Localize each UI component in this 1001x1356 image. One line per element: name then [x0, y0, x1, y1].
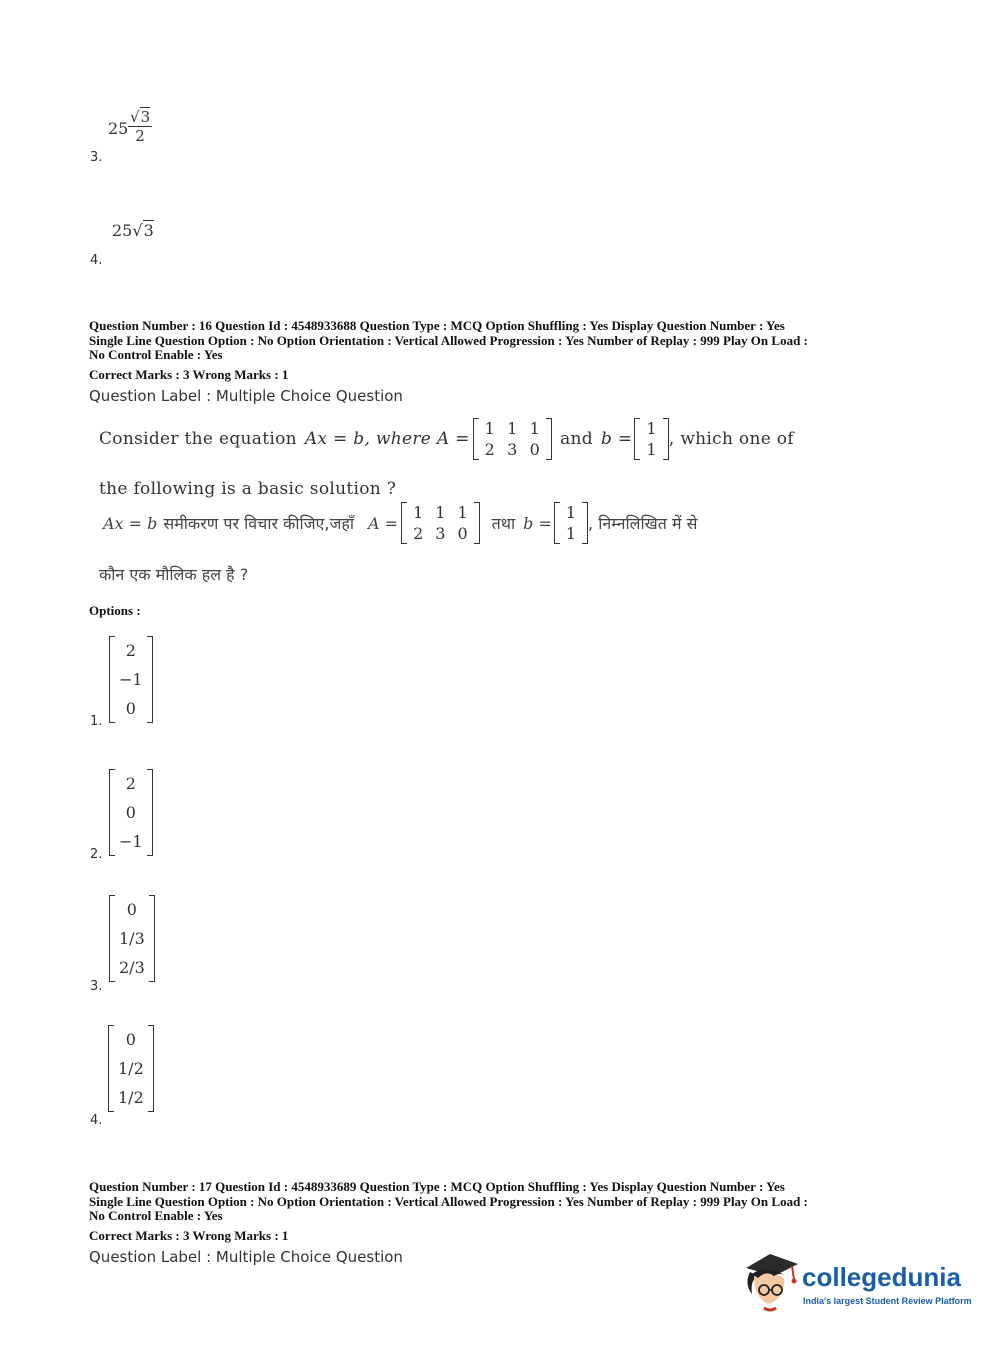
vector-b: 1 1 [634, 418, 668, 460]
q16-hindi-line2: कौन एक मौलिक हल है ? [99, 565, 249, 584]
option-2[interactable] [88, 769, 168, 865]
q17-question-label: Question Label : Multiple Choice Question [89, 1248, 403, 1266]
q17-marks: Correct Marks : 3 Wrong Marks : 1 [89, 1228, 289, 1243]
options-label: Options : [89, 603, 141, 618]
option-1-vector: 2 −1 0 [109, 636, 153, 723]
q16-meta [89, 319, 969, 363]
q16-hi-and: तथा [491, 514, 516, 533]
option-3-fraction: $\frac{√3}{2}$ [130, 108, 151, 145]
option-1-number: 1. [90, 714, 103, 729]
q17-meta-line1: Question Number : 17 Question Id : 4548933689 Question Type : MCQ Option Shuffling : Yes Display Question Number : Yes [89, 1179, 785, 1194]
q16-hi-b: b = [523, 513, 552, 533]
option-3-number: 3. [90, 150, 103, 165]
option-4-number: 4. [90, 253, 103, 268]
q16-english-line2: the following is a basic solution ? [99, 479, 397, 499]
option-1[interactable] [88, 636, 168, 732]
option-4-number: 4. [90, 1113, 103, 1128]
q16-en-and: and [560, 429, 593, 449]
matrix-A-hindi: 1 1 1 2 3 0 [401, 502, 480, 544]
q16-en-suffix: , which one of [668, 429, 794, 449]
q16-question-label: Question Label : Multiple Choice Question [89, 387, 403, 405]
mascot-icon [740, 1250, 802, 1314]
option-3-whole: 25 [108, 119, 129, 138]
matrix-A: 1 1 1 2 3 0 [473, 418, 552, 460]
option-4-value: 25√3 [112, 221, 154, 240]
prev-option-4[interactable] [88, 215, 208, 271]
option-2-vector: 2 0 −1 [109, 769, 153, 856]
logo-name: collegedunia [802, 1262, 961, 1292]
option-3-vector: 0 1/3 2/3 [109, 895, 155, 982]
q17-meta-line3: No Control Enable : Yes [89, 1208, 223, 1223]
q16-marks: Correct Marks : 3 Wrong Marks : 1 [89, 367, 289, 382]
q17-meta-line2: Single Line Question Option : No Option Orientation : Vertical Allowed Progression : Yes Number of Replay : 999 Play On Load : [89, 1193, 808, 1209]
collegedunia-logo [740, 1250, 980, 1320]
q16-en-b: b = [600, 429, 633, 449]
q16-meta-line1: Question Number : 16 Question Id : 4548933688 Question Type : MCQ Option Shuffling : Yes Display Question Number : Yes [89, 318, 785, 333]
q16-en-eq: Ax = b, where A = [304, 429, 470, 449]
q16-english-line1 [99, 418, 794, 460]
option-2-number: 2. [90, 847, 103, 862]
option-3-number: 3. [90, 979, 103, 994]
q16-hi-suffix: , निम्नलिखित में से [588, 514, 698, 533]
q16-hi-prefix: समीकरण पर विचार कीजिए,जहाँ [163, 514, 355, 533]
q16-meta-line3: No Control Enable : Yes [89, 347, 223, 362]
q16-hindi-line1 [103, 502, 697, 544]
vector-b-hindi: 1 1 [554, 502, 588, 544]
option-3[interactable] [88, 895, 168, 997]
q16-hi-eq: Ax = b [103, 513, 158, 533]
logo-tagline: India's largest Student Review Platform [803, 1296, 972, 1306]
q16-meta-line2: Single Line Question Option : No Option Orientation : Vertical Allowed Progression : Yes Number of Replay : 999 Play On Load : [89, 332, 808, 348]
q16-hi-A: A = [368, 513, 399, 533]
option-4[interactable] [88, 1025, 178, 1129]
prev-option-3[interactable] [88, 104, 208, 170]
option-4-vector: 0 1/2 1/2 [108, 1025, 154, 1112]
q17-meta [89, 1180, 969, 1224]
q16-en-prefix: Consider the equation [99, 429, 297, 449]
